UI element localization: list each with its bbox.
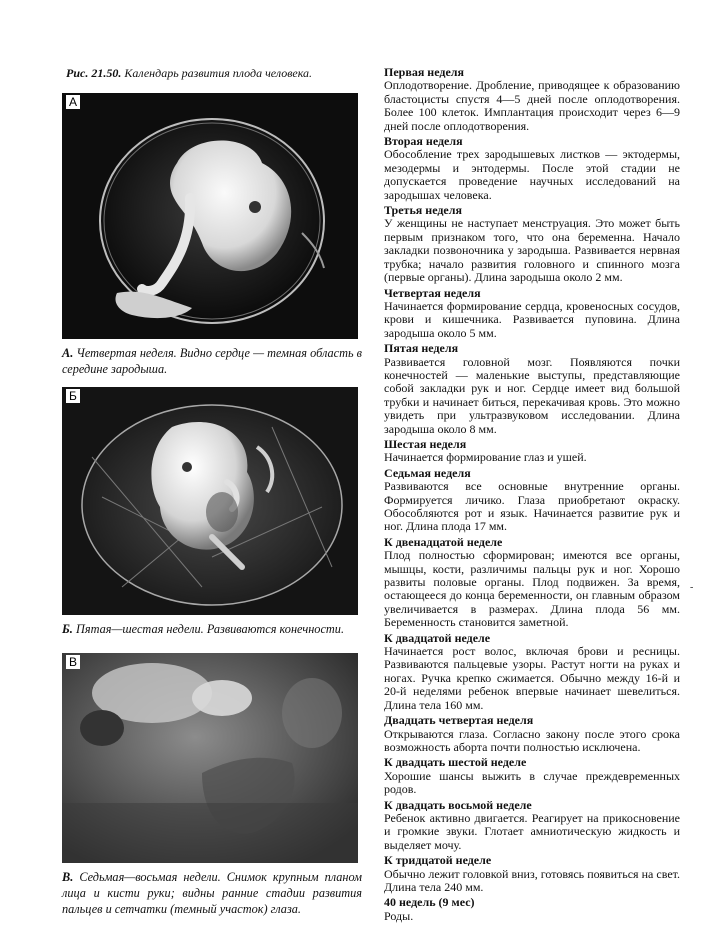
figure-title	[66, 66, 362, 81]
embryo-week5-6-image	[62, 387, 358, 615]
section-heading: Третья неделя	[384, 203, 462, 218]
section-heading: К двадцать восьмой неделе	[384, 797, 532, 812]
section-week-20	[384, 632, 680, 712]
section-week-4	[384, 287, 680, 341]
panel-letter-a: А	[66, 95, 80, 109]
caption-text-c: Седьмая—восьмая недели. Снимок крупным планом лица и кисти руки; видны ранние стадии развития пальцев и сетчатки (темный участок) глаза.	[62, 870, 363, 916]
caption-text-a: Четвертая неделя. Видно сердце — темная область в середине зародыша.	[62, 346, 362, 376]
margin-mark: -	[690, 582, 694, 593]
section-week-2	[384, 135, 680, 202]
section-body: Ребенок активно двигается. Реагирует на прикосновение и громкие звуки. Глотает амниотическую жидкость и выделяет мочу.	[384, 810, 680, 852]
section-body: Обособление трех зародышевых листков — эктодермы, мезодермы и энтодермы. После этой стадии не допускается проведение научных исследований на зародышах человека.	[384, 147, 680, 202]
section-week-24	[384, 714, 680, 754]
caption-panel-b	[62, 621, 362, 637]
section-week-12	[384, 536, 680, 630]
section-body: Хорошие шансы выжить в случае преждевременных родов.	[384, 768, 680, 797]
section-week-26	[384, 756, 680, 796]
caption-label-a: А.	[62, 346, 74, 360]
section-heading: К тридцатой неделе	[384, 853, 492, 868]
panel-letter-c: В	[66, 655, 80, 669]
section-body: Плод полностью сформирован; имеются все органы, мышцы, кости, различимы пальцы рук и ног. Хорошо развиты половые органы. Плод подвижен. За время, остающееся до конца беременности, он главным образом увеличивается в размерах. Длина плода 56 мм. Беременность становится заметной.	[384, 548, 680, 630]
section-heading: Седьмая неделя	[384, 465, 471, 480]
section-heading: Шестая неделя	[384, 436, 467, 451]
section-body: Обычно лежит головкой вниз, готовясь появиться на свет. Длина тела 240 мм.	[384, 866, 680, 894]
caption-panel-c	[62, 869, 362, 917]
section-heading: Двадцать четвертая неделя	[384, 713, 534, 728]
photo-panel-c	[62, 653, 358, 863]
section-body: Роды.	[384, 908, 414, 923]
section-heading: Вторая неделя	[384, 134, 463, 149]
section-heading: Пятая неделя	[384, 341, 459, 356]
section-week-40	[384, 896, 680, 923]
caption-text-b: Пятая—шестая недели. Развиваются конечности.	[75, 622, 345, 636]
photo-panel-a	[62, 93, 358, 339]
left-column	[62, 66, 362, 927]
caption-label-b: Б.	[62, 622, 73, 636]
section-heading: Четвертая неделя	[384, 285, 481, 300]
section-heading: К двадцатой неделе	[384, 630, 491, 645]
section-week-1	[384, 66, 680, 133]
right-column	[384, 64, 680, 923]
section-body: У женщины не наступает менструация. Это может быть первым признаком того, что она беременна. Начало закладки позвоночника у зародыша. Развивается нервная трубка; начало развития головного и спинного мозга (первые органы). Длина зародыша около 2 мм.	[384, 216, 680, 285]
photo-panel-b	[62, 387, 358, 615]
section-week-3	[384, 204, 680, 284]
section-week-7	[384, 467, 680, 534]
section-body: Начинается рост волос, включая брови и ресницы. Развиваются пальцевые узоры. Растут ногти на руках и ногах. Ручка крепко сжимается. Обычно между 16-й и 20-й неделями ребенок впервые начинает шевелиться. Длина тела 160 мм.	[384, 644, 680, 712]
section-heading: К двадцать шестой неделе	[384, 755, 527, 770]
section-body: Оплодотворение. Дробление, приводящее к образованию бластоцисты спустя 4—5 дней после оплодотворения. Более 100 клеток. Имплантация происходит через 6—9 дней после оплодотворения.	[384, 78, 680, 133]
section-heading: Первая неделя	[384, 65, 465, 79]
section-heading: 40 недель (9 мес)	[384, 895, 475, 910]
figure-number: Рис. 21.50.	[66, 66, 122, 80]
section-week-28	[384, 799, 680, 853]
section-heading: К двенадцатой неделе	[384, 534, 503, 549]
figure-title-text: Календарь развития плода человека.	[124, 66, 313, 80]
section-body: Начинается формирование сердца, кровеносных сосудов, крови и кишечника. Развивается пуповина. Длина зародыша около 5 мм.	[384, 298, 680, 340]
section-body: Развиваются все основные внутренние органы. Формируется личико. Глаза приобретают окраску. Обособляются рот и язык. Начинается развитие рук и ног. Длина плода 17 мм.	[384, 479, 680, 534]
face-hand-closeup-image	[62, 653, 358, 863]
caption-panel-a	[62, 345, 362, 377]
embryo-week4-image	[62, 93, 358, 339]
section-body: Развивается головной мозг. Появляются почки конечностей — маленькие выступы, представляющие собой закладки рук и ног. Сердце имеет вид большой трубки и начинает биться, перекачивая кровь. Это можно увидеть при ультразвуковом исследовании. Длина зародыша около 8 мм.	[384, 354, 680, 436]
section-week-30	[384, 854, 680, 894]
caption-label-c: В.	[62, 870, 74, 884]
section-body: Открываются глаза. Согласно закону после этого срока возможность аборта почти полностью исключена.	[384, 726, 680, 754]
section-body: Начинается формирование глаз и ушей.	[384, 450, 587, 465]
panel-letter-b: Б	[66, 389, 80, 403]
section-week-6	[384, 438, 680, 465]
section-week-5	[384, 342, 680, 436]
